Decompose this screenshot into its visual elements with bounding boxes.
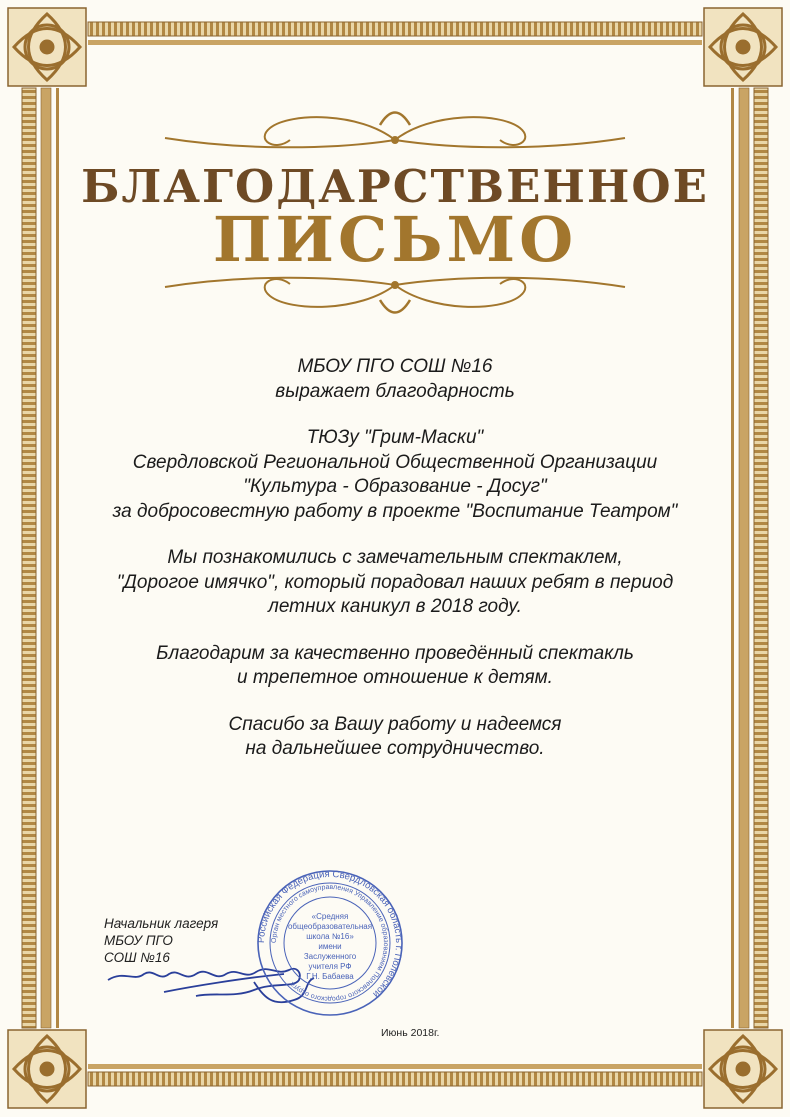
signatory-school: СОШ №16: [104, 950, 170, 965]
seal-center-line: «Средняя: [311, 912, 349, 921]
signatory-org: МБОУ ПГО: [104, 933, 173, 948]
text-line: "Дорогое имячко", который порадовал наших ребят в период: [116, 571, 674, 593]
seal-center-line: школа №16»: [306, 932, 354, 941]
text-line: летних каникул в 2018 году.: [268, 596, 522, 617]
seal-center-line: имени: [318, 942, 342, 951]
flourish-top: [165, 113, 625, 148]
text-line: Мы познакомились с замечательным спектаклем,: [167, 547, 623, 568]
text-line: и трепетное отношение к детям.: [237, 667, 553, 688]
corner-ornament-bottom-left: [8, 1030, 86, 1108]
title-line-2: ПИСЬМО: [212, 203, 578, 276]
paragraph-closing: [70, 713, 720, 762]
paragraph-thanks: [70, 642, 720, 691]
seal-center-line: Г.Н. Бабаева: [306, 972, 354, 981]
text-line: МБОУ ПГО СОШ №16: [297, 356, 493, 377]
corner-ornament-top-left: [8, 8, 86, 86]
paragraph-recipient: [70, 426, 720, 524]
text-line: выражает благодарность: [275, 380, 515, 402]
seal-center-line: учителя РФ: [308, 962, 352, 971]
corner-ornament-bottom-right: [704, 1030, 782, 1108]
seal-outer-text: Российская Федерация Свердловская область г. Полевской: [255, 868, 405, 1000]
letter-body: [70, 355, 720, 784]
seal-inner-text: Орган местного самоуправления Управление образованием Полевского городского округа: [270, 883, 390, 1003]
official-seal: [255, 868, 405, 1018]
text-line: Свердловской Региональной Общественной Организации: [132, 451, 658, 473]
seal-center-line: Заслуженного: [303, 952, 357, 961]
seal-center-line: общеобразовательная: [287, 922, 373, 931]
corner-ornament-top-right: [704, 8, 782, 86]
flourish-bottom: [165, 278, 625, 313]
text-line: ТЮЗу "Грим-Маски": [306, 427, 484, 448]
paragraph-performance: [70, 546, 720, 620]
paragraph-issuer: [70, 355, 720, 404]
text-line: на дальнейшее сотрудничество.: [245, 738, 545, 759]
signatory-title: Начальник лагеря: [104, 916, 219, 931]
text-line: Благодарим за качественно проведённый спектакль: [156, 642, 634, 664]
text-line: "Культура - Образование - Досуг": [243, 476, 547, 497]
text-line: за добросовестную работу в проекте "Воспитание Театром": [112, 500, 678, 522]
title-line-1: БЛАГОДАРСТВЕННОЕ: [81, 160, 709, 213]
text-line: Спасибо за Вашу работу и надеемся: [228, 713, 562, 735]
issue-date: Июнь 2018г.: [381, 1027, 440, 1039]
